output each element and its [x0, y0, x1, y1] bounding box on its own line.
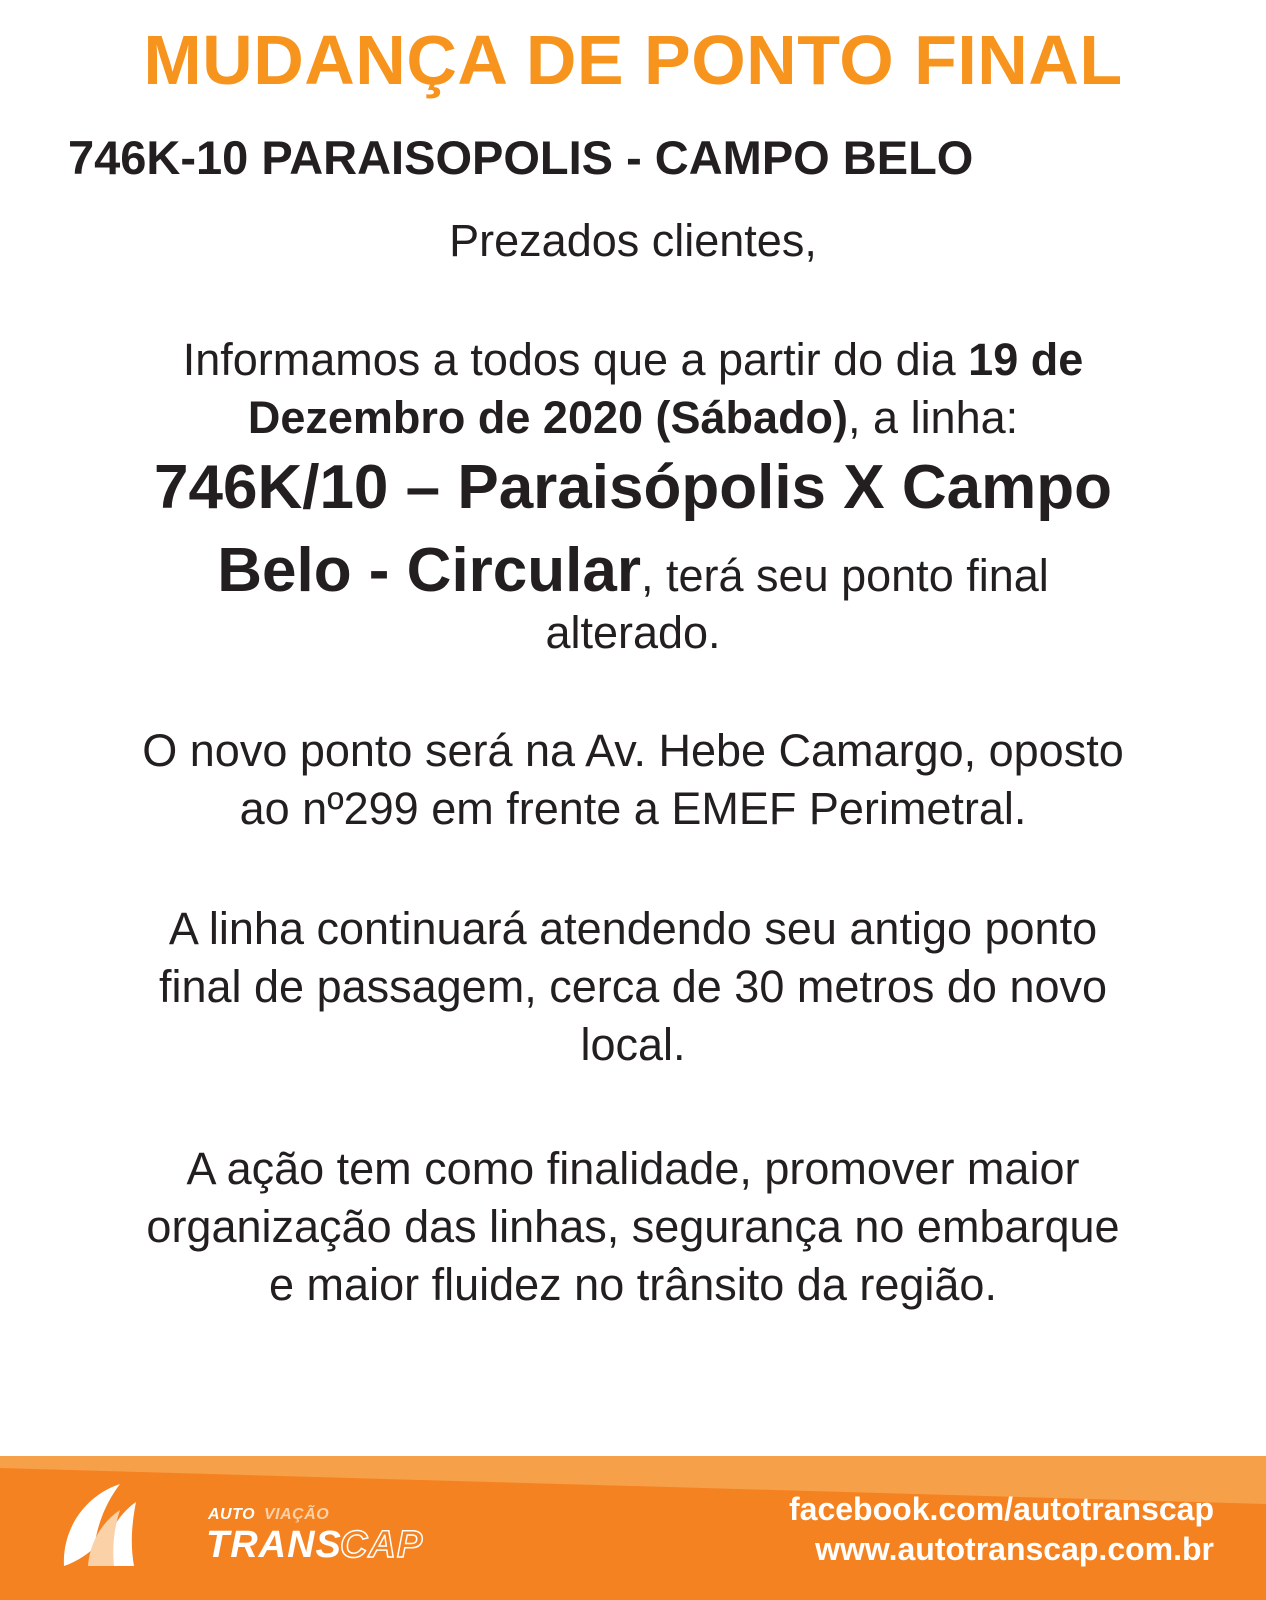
greeting: Prezados clientes, [449, 215, 817, 266]
website-link[interactable]: www.autotranscap.com.br [815, 1531, 1214, 1567]
new-stop-paragraph [20, 722, 1246, 838]
purpose-line1: A ação tem como finalidade, promover maior [186, 1143, 1080, 1194]
page-title: MUDANÇA DE PONTO FINAL [143, 21, 1123, 99]
info-outro: , a linha: [848, 392, 1019, 443]
route-suffix-line2: alterado. [545, 607, 721, 658]
footer-bar [0, 1456, 1266, 1600]
new-stop-line1: O novo ponto será na Av. Hebe Camargo, oposto [142, 725, 1124, 776]
continue-paragraph [20, 900, 1246, 1074]
facebook-link[interactable]: facebook.com/autotranscap [789, 1491, 1214, 1527]
purpose-paragraph [20, 1140, 1246, 1314]
logo-text-trans: TRANS [206, 1524, 342, 1566]
logo-text-viacao: VIAÇÃO [264, 1506, 330, 1523]
route-name-paragraph [20, 536, 1246, 605]
info-intro: Informamos a todos que a partir do dia [182, 334, 969, 385]
transcap-logo [58, 1470, 424, 1580]
info-paragraph [20, 331, 1246, 447]
route-name-line1: 746K/10 – Paraisópolis X Campo [154, 453, 1112, 522]
info-date-part1: 19 de [968, 334, 1084, 385]
new-stop-line2: ao nº299 em frente a EMEF Perimetral. [239, 783, 1027, 834]
route-suffix: , terá seu ponto final [641, 550, 1049, 601]
logo-text-auto: AUTO [208, 1506, 256, 1523]
logo-mark-icon [58, 1470, 148, 1580]
purpose-line3: e maior fluidez no trânsito da região. [269, 1259, 997, 1310]
route-name-line2: Belo - Circular [217, 536, 641, 605]
purpose-line2: organização das linhas, segurança no embarque [146, 1201, 1120, 1252]
route-heading: 746K-10 PARAISOPOLIS - CAMPO BELO [68, 131, 974, 184]
continue-line1: A linha continuará atendendo seu antigo ponto [168, 903, 1098, 954]
continue-line3: local. [580, 1019, 686, 1070]
logo-text-cap: CAP [340, 1524, 424, 1566]
info-date-part2: Dezembro de 2020 (Sábado) [247, 392, 849, 443]
continue-line2: final de passagem, cerca de 30 metros do novo [158, 961, 1108, 1012]
